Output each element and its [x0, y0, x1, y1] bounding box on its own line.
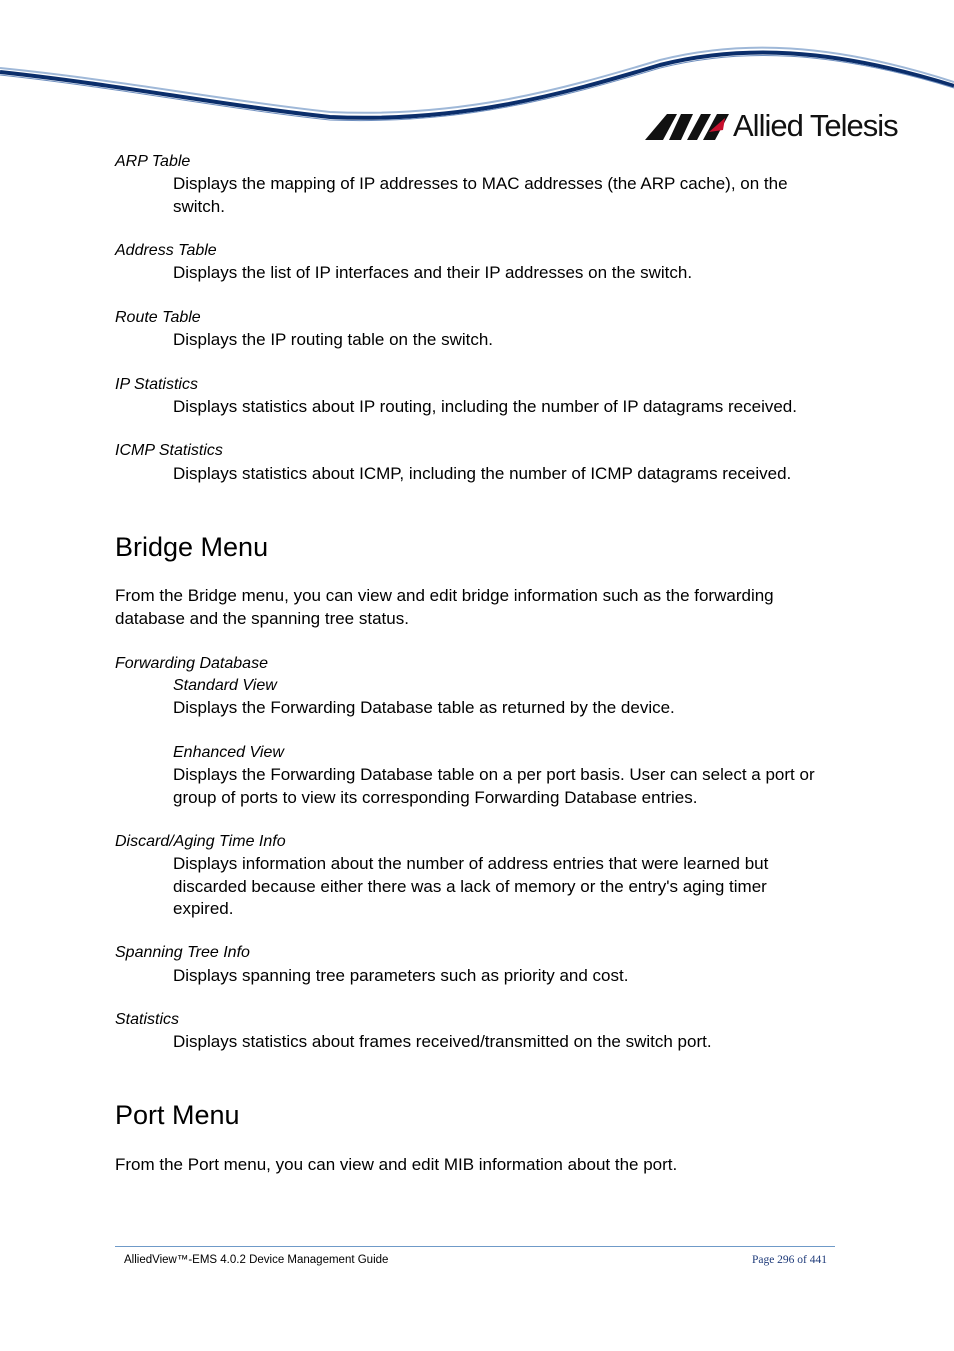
statistics-description: Displays statistics about frames received/transmitted on the switch port.	[173, 1032, 712, 1051]
statistics-term: Statistics	[115, 1011, 180, 1028]
discard-aging-term: Discard/Aging Time Info	[115, 833, 286, 850]
ip-statistics-description: Displays statistics about IP routing, including the number of IP datagrams received.	[173, 397, 797, 416]
route-table-description: Displays the IP routing table on the switch.	[173, 330, 494, 349]
spanning-tree-term: Spanning Tree Info	[115, 944, 250, 961]
forwarding-database-term: Forwarding Database	[115, 655, 268, 672]
allied-telesis-logo	[645, 108, 905, 148]
ip-statistics-term: IP Statistics	[115, 376, 198, 393]
port-menu-intro: From the Port menu, you can view and edit MIB information about the port.	[115, 1155, 678, 1174]
icmp-statistics-term: ICMP Statistics	[115, 442, 223, 459]
standard-view-term: Standard View	[173, 677, 277, 694]
discard-aging-description: Displays information about the number of address entries that were learned but discarded because either there was a lack of memory or the entry's aging timer expired.	[173, 854, 769, 918]
logo-text: Allied Telesis	[733, 108, 898, 143]
icmp-statistics-description: Displays statistics about ICMP, including the number of ICMP datagrams received.	[173, 464, 792, 483]
bridge-menu-intro: From the Bridge menu, you can view and edit bridge information such as the forwarding database and the spanning tree status.	[115, 586, 774, 628]
footer-document-title: AlliedView™-EMS 4.0.2 Device Management Guide	[124, 1254, 389, 1266]
footer-page-number: Page 296 of 441	[751, 1254, 827, 1266]
port-menu-heading: Port Menu	[115, 1100, 240, 1130]
arp-table-term: ARP Table	[115, 153, 191, 170]
address-table-term: Address Table	[115, 242, 217, 259]
logo-mark-icon	[645, 110, 735, 142]
footer-rule	[115, 1246, 835, 1247]
address-table-description: Displays the list of IP interfaces and their IP addresses on the switch.	[173, 263, 693, 282]
standard-view-description: Displays the Forwarding Database table as returned by the device.	[173, 698, 675, 717]
arp-table-description: Displays the mapping of IP addresses to MAC addresses (the ARP cache), on the switch.	[173, 174, 788, 216]
enhanced-view-description: Displays the Forwarding Database table on a per port basis. User can select a port or group of ports to view its corresponding Forwarding Database entries.	[173, 765, 815, 807]
enhanced-view-term: Enhanced View	[173, 744, 284, 761]
bridge-menu-heading: Bridge Menu	[115, 532, 269, 562]
spanning-tree-description: Displays spanning tree parameters such as priority and cost.	[173, 966, 629, 985]
route-table-term: Route Table	[115, 309, 201, 326]
